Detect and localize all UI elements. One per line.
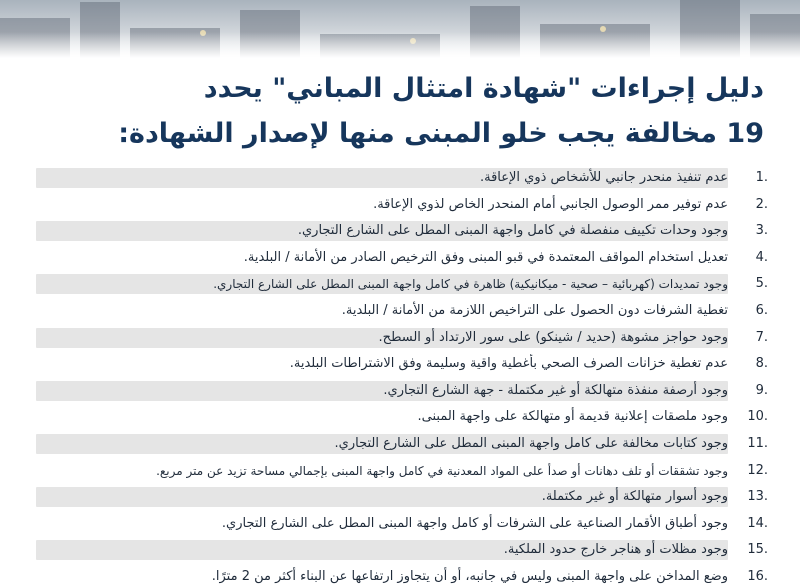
item-number: 10. xyxy=(747,409,768,425)
list-item xyxy=(36,301,768,321)
item-number: 15. xyxy=(747,542,768,558)
item-number: 9. xyxy=(755,382,768,398)
item-number: 11. xyxy=(747,435,768,451)
item-number: 1. xyxy=(755,170,768,185)
item-number: 6. xyxy=(755,302,768,318)
item-text: تعديل استخدام المواقف المعتمدة في قبو المبنى وفق الترخيص الصادر من الأمانة / البلدية. xyxy=(243,249,728,265)
item-text: وجود وحدات تكييف منفصلة في كامل واجهة المبنى المطل على الشارع التجاري. xyxy=(36,221,728,241)
item-text: وجود تشققات أو تلف دهانات أو صدأ على المواد المعدنية في كامل واجهة المبنى بإجمالي مساحة تزيد عن متر مربع. xyxy=(156,463,728,478)
item-text: عدم توفير ممر الوصول الجانبي أمام المنحدر الخاص لذوي الإعاقة. xyxy=(373,196,728,212)
item-text: وجود أسوار متهالكة أو غير مكتملة. xyxy=(36,487,728,507)
list-item xyxy=(36,354,768,374)
item-text: تغطية الشرفات دون الحصول على التراخيص اللازمة من الأمانة / البلدية. xyxy=(341,302,728,318)
list-item xyxy=(36,514,768,534)
list-item xyxy=(36,328,768,348)
list-item xyxy=(36,274,768,294)
item-number: 16. xyxy=(747,568,768,584)
title-line-1: دليل إجراءات "شهادة امتثال المباني" يحدد xyxy=(203,73,764,104)
list-item xyxy=(36,168,768,188)
list-item xyxy=(36,381,768,401)
item-number: 13. xyxy=(747,489,768,505)
list-item xyxy=(36,567,768,585)
list-item xyxy=(36,461,768,481)
header-photo-banner xyxy=(0,0,800,58)
title-line-2: 19 مخالفة يجب خلو المبنى منها لإصدار الشهادة: xyxy=(118,118,764,149)
item-number: 7. xyxy=(755,329,768,345)
list-item xyxy=(36,248,768,268)
violations-list xyxy=(36,168,768,585)
page-title xyxy=(24,66,764,156)
item-number: 12. xyxy=(747,462,768,478)
item-number: 5. xyxy=(755,276,768,292)
banner-fade xyxy=(0,32,800,58)
item-text: وجود حواجز مشوهة (حديد / شينكو) على سور الارتداد أو السطح. xyxy=(36,328,728,348)
item-number: 14. xyxy=(747,515,768,531)
list-item xyxy=(36,221,768,241)
item-text: وضع المداخن على واجهة المبنى وليس في جانبه، أو أن يتجاوز ارتفاعها عن البناء أكثر من 2 مترًا. xyxy=(211,568,728,584)
item-number: 2. xyxy=(755,196,768,212)
item-text: عدم تنفيذ منحدر جانبي للأشخاص ذوي الإعاقة. xyxy=(36,168,728,188)
item-text: وجود تمديدات (كهربائية – صحية - ميكانيكية) ظاهرة في كامل واجهة المبنى المطل على الشارع التجاري. xyxy=(36,274,728,294)
list-item xyxy=(36,407,768,427)
item-number: 3. xyxy=(755,223,768,239)
list-item xyxy=(36,487,768,507)
item-text: عدم تغطية خزانات الصرف الصحي بأغطية واقية وسليمة وفق الاشتراطات البلدية. xyxy=(289,356,728,372)
item-text: وجود ملصقات إعلانية قديمة أو متهالكة على واجهة المبنى. xyxy=(417,409,728,425)
item-number: 4. xyxy=(755,249,768,265)
item-text: وجود كتابات مخالفة على كامل واجهة المبنى المطل على الشارع التجاري. xyxy=(36,434,728,454)
list-item xyxy=(36,434,768,454)
item-number: 8. xyxy=(755,356,768,372)
list-item xyxy=(36,540,768,560)
item-text: وجود أرصفة منفذة متهالكة أو غير مكتملة - جهة الشارع التجاري. xyxy=(36,381,728,401)
item-text: وجود مظلات أو هناجر خارج حدود الملكية. xyxy=(36,540,728,560)
item-text: وجود أطباق الأقمار الصناعية على الشرفات أو كامل واجهة المبنى المطل على الشارع التجاري. xyxy=(221,515,728,531)
list-item xyxy=(36,195,768,215)
